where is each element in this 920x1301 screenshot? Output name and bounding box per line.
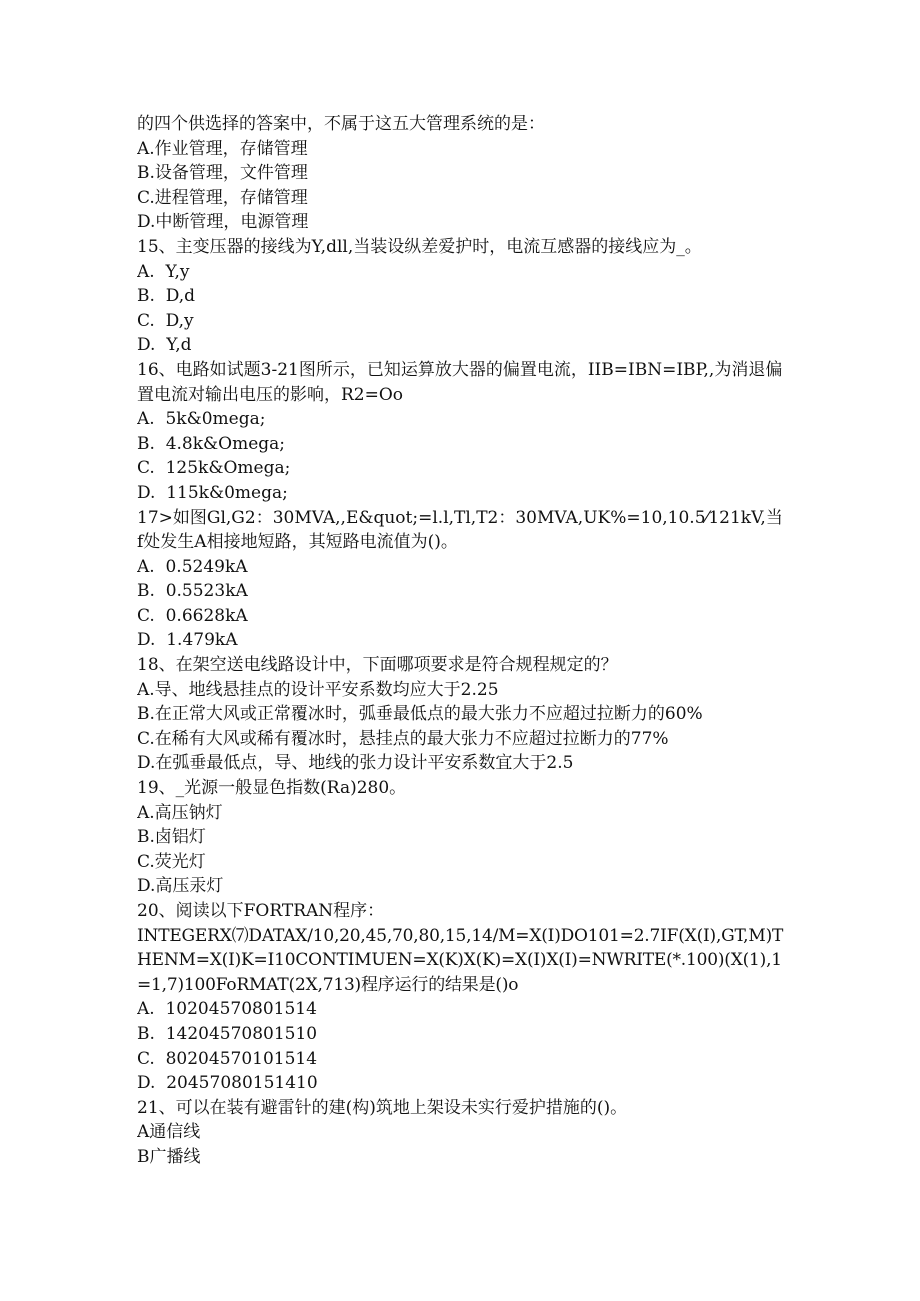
option-line: A. 0.5249kA bbox=[137, 556, 248, 577]
document-body bbox=[137, 112, 787, 1170]
question-19: 19、_光源一般显色指数(Ra)280。 bbox=[137, 778, 407, 799]
fortran-code: INTEGERX⑺DATAX/10,20,45,70,80,15,14/M=X(I)DO101=2.7IF(X(I),GT,M)THENM=X(I)K=I10CONTIMUEN=X(K)X(K)=X(I)X(I)=NWRITE(*.100)(X(1),1=1,7)100FoRMAT(2X,713)程序运行的结果是()o bbox=[137, 925, 784, 995]
option-line: C.进程管理，存储管理 bbox=[137, 187, 308, 208]
option-line: B. 14204570801510 bbox=[137, 1023, 318, 1044]
option-line: C. D,y bbox=[137, 310, 194, 331]
option-line: D. 20457080151410 bbox=[137, 1073, 318, 1094]
option-line: C.荧光灯 bbox=[137, 851, 206, 872]
option-line: A.导、地线悬挂点的设计平安系数均应大于2.25 bbox=[137, 679, 499, 700]
question-21: 21、可以在装有避雷针的建(构)筑地上架设未实行爱护措施的()。 bbox=[137, 1097, 628, 1118]
option-line: D. Y,d bbox=[137, 335, 192, 356]
text-line: 的四个供选择的答案中，不属于这五大管理系统的是： bbox=[137, 114, 545, 134]
option-line: C. 0.6628kA bbox=[137, 605, 248, 626]
option-line: A. Y,y bbox=[137, 261, 190, 282]
option-line: B. 4.8k&Omega; bbox=[137, 433, 286, 454]
option-line: D. 115k&0mega; bbox=[137, 482, 288, 503]
question-18: 18、在架空送电线路设计中，下面哪项要求是符合规程规定的？ bbox=[137, 655, 618, 676]
option-line: B. D,d bbox=[137, 286, 196, 307]
option-line: A.高压钠灯 bbox=[137, 802, 223, 823]
option-line: C. 80204570101514 bbox=[137, 1048, 318, 1069]
option-line: B.在正常大风或正常覆冰时，弧垂最低点的最大张力不应超过拉断力的60% bbox=[137, 704, 703, 725]
option-line: B. 0.5523kA bbox=[137, 581, 248, 602]
option-line: B.设备管理，文件管理 bbox=[137, 163, 308, 184]
option-line: C. 125k&Omega; bbox=[137, 458, 291, 479]
option-line: D.中断管理，电源管理 bbox=[137, 212, 309, 233]
option-line: A. 5k&0mega; bbox=[137, 409, 266, 430]
question-17: 17>如图Gl,G2：30MVA,,E&quot;=l.l,Tl,T2：30MVA,UK%=10,10.5⁄121kV,当f处发生A相接地短路，其短路电流值为()。 bbox=[137, 507, 783, 553]
option-line: D.在弧垂最低点，导、地线的张力设计平安系数宜大于2.5 bbox=[137, 753, 574, 774]
question-20: 20、阅读以下FORTRAN程序： bbox=[137, 901, 385, 921]
option-line: A.作业管理，存储管理 bbox=[137, 138, 308, 159]
option-line: B广播线 bbox=[137, 1146, 201, 1167]
option-line: D.高压汞灯 bbox=[137, 876, 224, 897]
option-line: D. 1.479kA bbox=[137, 630, 238, 651]
question-16: 16、电路如试题3-21图所示，已知运算放大器的偏置电流，IIB=IBN=IBP,,为消退偏置电流对输出电压的影响，R2=Oo bbox=[137, 359, 783, 405]
option-line: A通信线 bbox=[137, 1122, 201, 1143]
option-line: A. 10204570801514 bbox=[137, 999, 317, 1020]
option-line: C.在稀有大风或稀有覆冰时，悬挂点的最大张力不应超过拉断力的77% bbox=[137, 728, 669, 749]
question-15: 15、主变压器的接线为Y,dll,当装设纵差爱护时，电流互感器的接线应为_。 bbox=[137, 236, 702, 257]
option-line: B.卤铝灯 bbox=[137, 827, 206, 848]
